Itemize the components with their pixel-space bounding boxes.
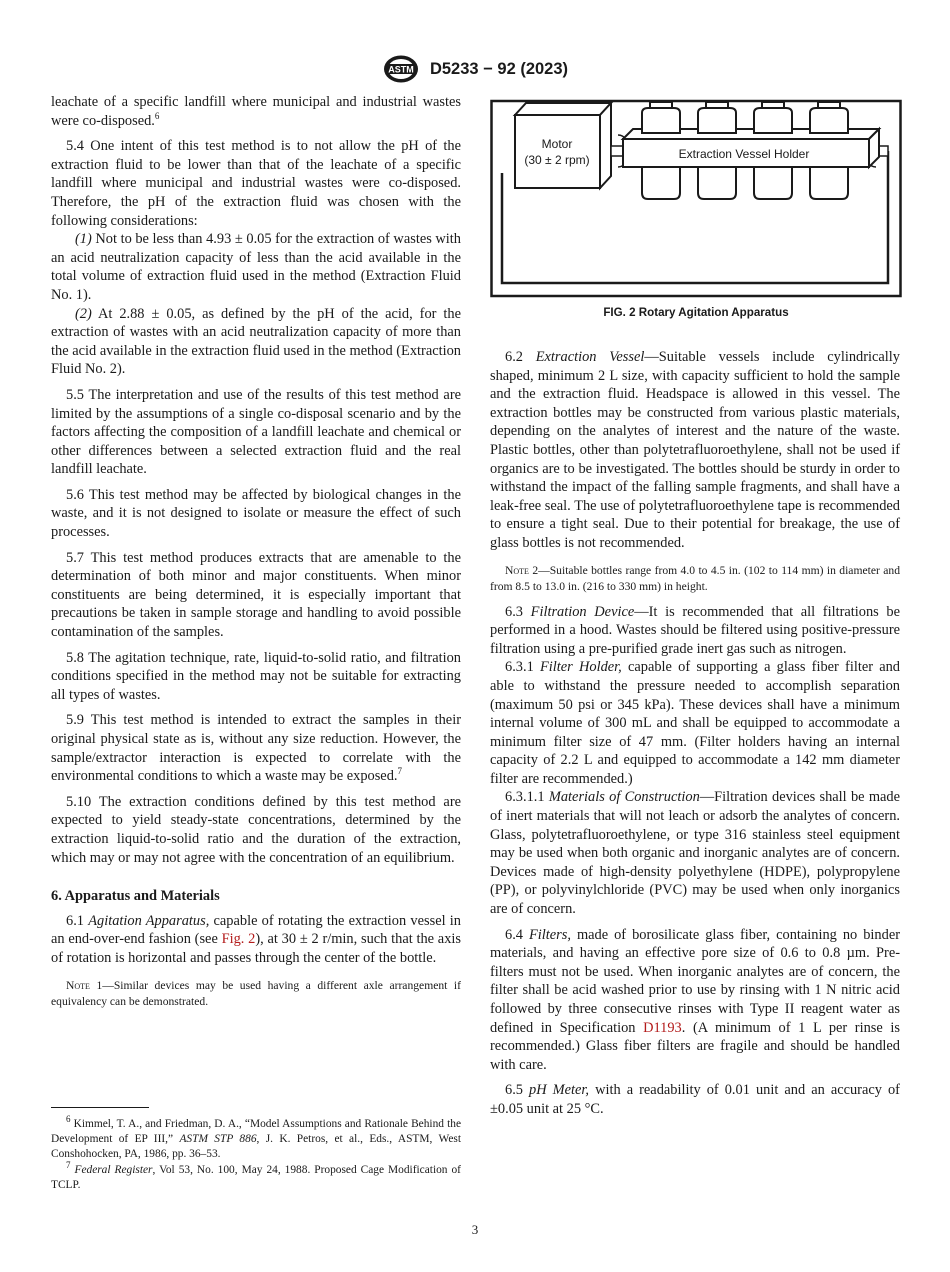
paragraph-6-5: 6.5 pH Meter, with a readability of 0.01 unit and an accuracy of ±0.05 unit at 25 °C. [490,1082,900,1117]
paragraph-5-5: 5.5 The interpretation and use of the results of this test method are limited by the assumptions of a single co-disposal scenario and by the factors affecting the composition of a landfill leachate and chemical or other differences between a selected extraction fluid and the real landfill leachate. [51,386,461,478]
paragraph-6-4: 6.4 Filters, made of borosilicate glass fiber, containing no binder materials, and having an effective pore size of 0.6 to 0.8 µm. Pre-filters must not be used. When inorganic analytes are of concern, the filter shall be acid washed prior to use by rinsing with 1 N nitric acid followed by three consecutive rinses with Type II reagent water as defined in Specification D1193. (A minimum of 1 L per rinse is recommended.) Glass fiber filters are fragile and should be handled with care. [490,926,900,1073]
d1193-link[interactable]: D1193 [643,1019,682,1036]
motor-box [515,115,600,188]
paragraph-5-8: 5.8 The agitation technique, rate, liquid-to-solid ratio, and filtration conditions specified in the method may not be suitable for extracting all types of wastes. [51,649,461,703]
note-2: Note 2—Suitable bottles range from 4.0 to 4.5 in. (102 to 114 mm) in diameter and from 8.5 to 13.0 in. (216 to 330 mm) in height. [490,563,900,593]
paragraph-continued: leachate of a specific landfill where municipal and industrial wastes were co-disposed.$^6$ [51,94,461,129]
document-designation: D5233 − 92 (2023) [429,59,569,78]
page-number: 3 [471,1222,479,1237]
lower-bottles [642,165,848,199]
paragraph-5-9: 5.9 This test method is intended to extract the samples in their original physical state as is, without any size reduction. However, the sample/extractor interaction is expected to correlate with the environmental conditions to which a waste may be exposed.$^7$ [51,712,461,785]
svg-text:ASTM: ASTM [388,64,414,75]
left-column [51,93,461,1018]
motor-top [515,103,611,115]
right-column [490,348,900,1126]
list-item-1: (1) Not to be less than 4.93 ± 0.05 for the extraction of wastes with an acid neutralization capacity of less than the acid available in the total volume of extraction fluid used in the method (Extraction Fluid No. 1). [51,231,461,303]
paragraph-5-4: 5.4 One intent of this test method is to not allow the pH of the extraction fluid to be lower than that of the leachate of a specific landfill where municipal and industrial wastes were co-disposed. Therefore, the pH of the extraction fluid was chosen with the following considerations: [51,138,461,229]
figure-caption: FIG. 2 Rotary Agitation Apparatus [603,306,789,319]
holder-label: Extraction Vessel Holder [678,147,810,161]
footnotes [51,1114,461,1195]
footnote-ref-7[interactable]: 7 [397,766,402,777]
section-heading-6: 6. Apparatus and Materials [51,888,220,905]
footnote-ref-6[interactable]: 6 [154,110,160,121]
paragraph-6-3-1-1: 6.3.1.1 Materials of Construction—Filtration devices shall be made of inert materials that will not leach or adsorb the analytes of concern. Glass, polytetrafluoroethylene, or type 316 stainless steel equipment may be used when both organic and inorganic analytes are of concern. Devices made of high-density polyethylene (HDPE), polypropylene (PP), or polyvinylchloride (PVC) may be used when only inorganics are of concern. [490,789,900,918]
motor-label-line1: Motor [541,137,573,151]
paragraph-5-7: 5.7 This test method produces extracts that are amenable to the determination of both minor and major constituents. When minor constituents are being determined, it is especially important that precautions be taken in sample storage and handling to avoid possible contamination of the samples. [51,549,461,641]
paragraph-5-6: 5.6 This test method may be affected by biological changes in the waste, and it is not designed to isolate or measure the effect of such processes. [51,486,461,541]
paragraph-6-2: 6.2 Extraction Vessel—Suitable vessels include cylindrically shaped, minimum 2 L size, with capacity sufficient to hold the sample and the extraction fluid. Headspace is allowed in this vessel. The extraction bottles may be constructed from various plastic materials, depending on the analytes of interest and the nature of the waste. Plastic bottles, other than polytetrafluoroethylene, shall not be used if organics are to be investigated. The bottles should be sturdy in order to withstand the impact of the falling sample fragments, and shall have a leak-free seal. The use of polytetrafluoroethylene tape is recommended to ensure a tight seal. Due to their potential for breakage, the use of glass bottles is not recommended. [490,349,901,551]
footnote-7: $^7$ Federal Register, Vol 53, No. 100, May 24, 1988. Proposed Cage Modification of TCLP. [51,1160,461,1192]
motor-label-line2: (30 ± 2 rpm) [524,153,590,167]
paragraph-6-3: 6.3 Filtration Device—It is recommended that all filtrations be performed in a hood. Wastes should be filtered using positive-pressure filtration using a pre-purified grade inert gas such as nitrogen. [490,603,900,657]
footnote-6: $^6$ Kimmel, T. A., and Friedman, D. A., “Model Assumptions and Rationale Behind the Development of EP III,” ASTM STP 886, J. K. Petros, et al., Eds., ASTM, West Conshohocken, PA, 1986, pp. 36–53. [51,1114,461,1160]
list-item-2: (2) At 2.88 ± 0.05, as defined by the pH of the acid, for the extraction of wastes with an acid neutralization capacity of more than the acid available in the extraction fluid used in the method (Extraction Fluid No. 2). [51,305,461,378]
paragraph-6-1: 6.1 Agitation Apparatus, capable of rotating the extraction vessel in an end-over-end fashion (see Fig. 2), at 30 ± 2 r/min, such that the axis of rotation is horizontal and passes through the center of the bottle. [51,912,461,966]
page-header [0,54,950,84]
fig-2-link[interactable]: Fig. 2 [221,931,256,948]
note-1: Note 1—Similar devices may be used having a different axle arrangement if equivalency can be demonstrated. [51,978,461,1008]
paragraph-6-3-1: 6.3.1 Filter Holder, capable of supporting a glass fiber filter and able to withstand the pressure needed to accomplish separation (maximum 50 psi or 345 kPa). These devices shall have a minimum internal volume of 300 mL and shall be equipped to accommodate a minimum filter size of 47 mm. (Filter holders having an internal capacity of 2.2 L and equipped to accommodate a 142 mm diameter filter are recommended.) [490,659,900,787]
shaft-left [611,146,623,156]
footnote-divider [51,1107,149,1108]
motor-side [600,103,611,188]
paragraph-5-10: 5.10 The extraction conditions defined by this test method are expected to yield steady-state concentrations, determined by the extraction liquid-to-solid ratio and the duration of the extraction, which may or may not agree with the concentration of an equilibrium. [51,793,461,866]
rotary-agitation-apparatus-figure [490,93,902,298]
astm-logo-icon [382,54,420,84]
